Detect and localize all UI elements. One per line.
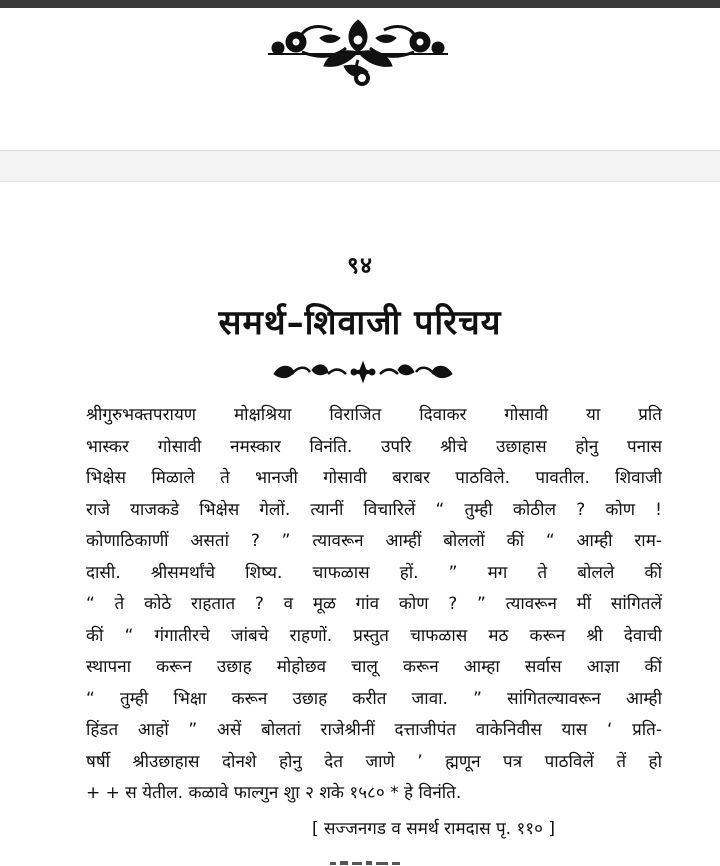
source-citation: [ सज्जनगड व समर्थ रामदास पृ. ११० ] [312, 819, 556, 839]
body-line-4: राजे याजकडे भिक्षेस गेलों. त्यानीं विचारिलें “ तुम्ही कोठील ? कोण ! [86, 499, 662, 520]
letter-body [86, 400, 662, 810]
body-line-10: “ तुम्ही भिक्षा करून उछाह करीत जावा. ” सांगितल्यावरून आम्ही [86, 688, 662, 709]
body-line-11: हिंडत आहों ” असें बोलतां राजेश्रीनीं दत्ताजीपंत वाकेनिवीस यास ‘ प्रति- [86, 720, 662, 740]
title-divider-ornament-icon [268, 358, 458, 386]
body-line-9: स्थापना करून उछाह मोहोछव चालू करून आम्हा सर्वास आज्ञा कीं [86, 657, 662, 677]
floral-ornament-icon [262, 14, 454, 86]
body-line-13: + + स येतील. कळावे फाल्गुन शुा २ शके १५८० * हे विनंति. [86, 783, 462, 803]
page-number: ९४ [347, 253, 373, 279]
next-page-fragment [330, 856, 410, 866]
body-line-7: “ ते कोठे राहतात ? व मूळ गांव कोण ? ” त्यावरून मीं सांगितलें [86, 594, 662, 614]
body-line-6: दासी. श्रीसमर्थांचे शिष्य. चाफळास हों. ” मग ते बोलले कीं [86, 562, 662, 583]
chapter-title: समर्थ–शिवाजी परिचय [218, 303, 502, 343]
body-line-12: षर्षी श्रीउछाहास दोनशे होनु देत जाणे ’ ह्मणून पत्र पाठविलें तें हो [86, 751, 662, 772]
body-line-8: कीं “ गंगातीरचे जांबचे राहणों. प्रस्तुत चाफळास मठ करून श्री देवाची [86, 625, 662, 646]
body-line-5: कोणाठिकाणीं असतां ? ” त्यावरून आम्हीं बोललों कीं “ आम्ही राम- [86, 531, 662, 551]
top-scan-edge [0, 0, 720, 8]
body-line-3: भिक्षेस मिळाले ते भानजी गोसावी बराबर पाठविले. पावतील. शिवाजी [86, 468, 662, 488]
page-gap-band [0, 150, 720, 182]
body-line-2: भास्कर गोसावी नमस्कार विनंति. उपरि श्रीचे उछाहास होनु पनास [86, 436, 662, 457]
body-line-1: श्रीगुरुभक्तपरायण मोक्षश्रिया विराजित दिवाकर गोसावी या प्रति [86, 405, 662, 425]
